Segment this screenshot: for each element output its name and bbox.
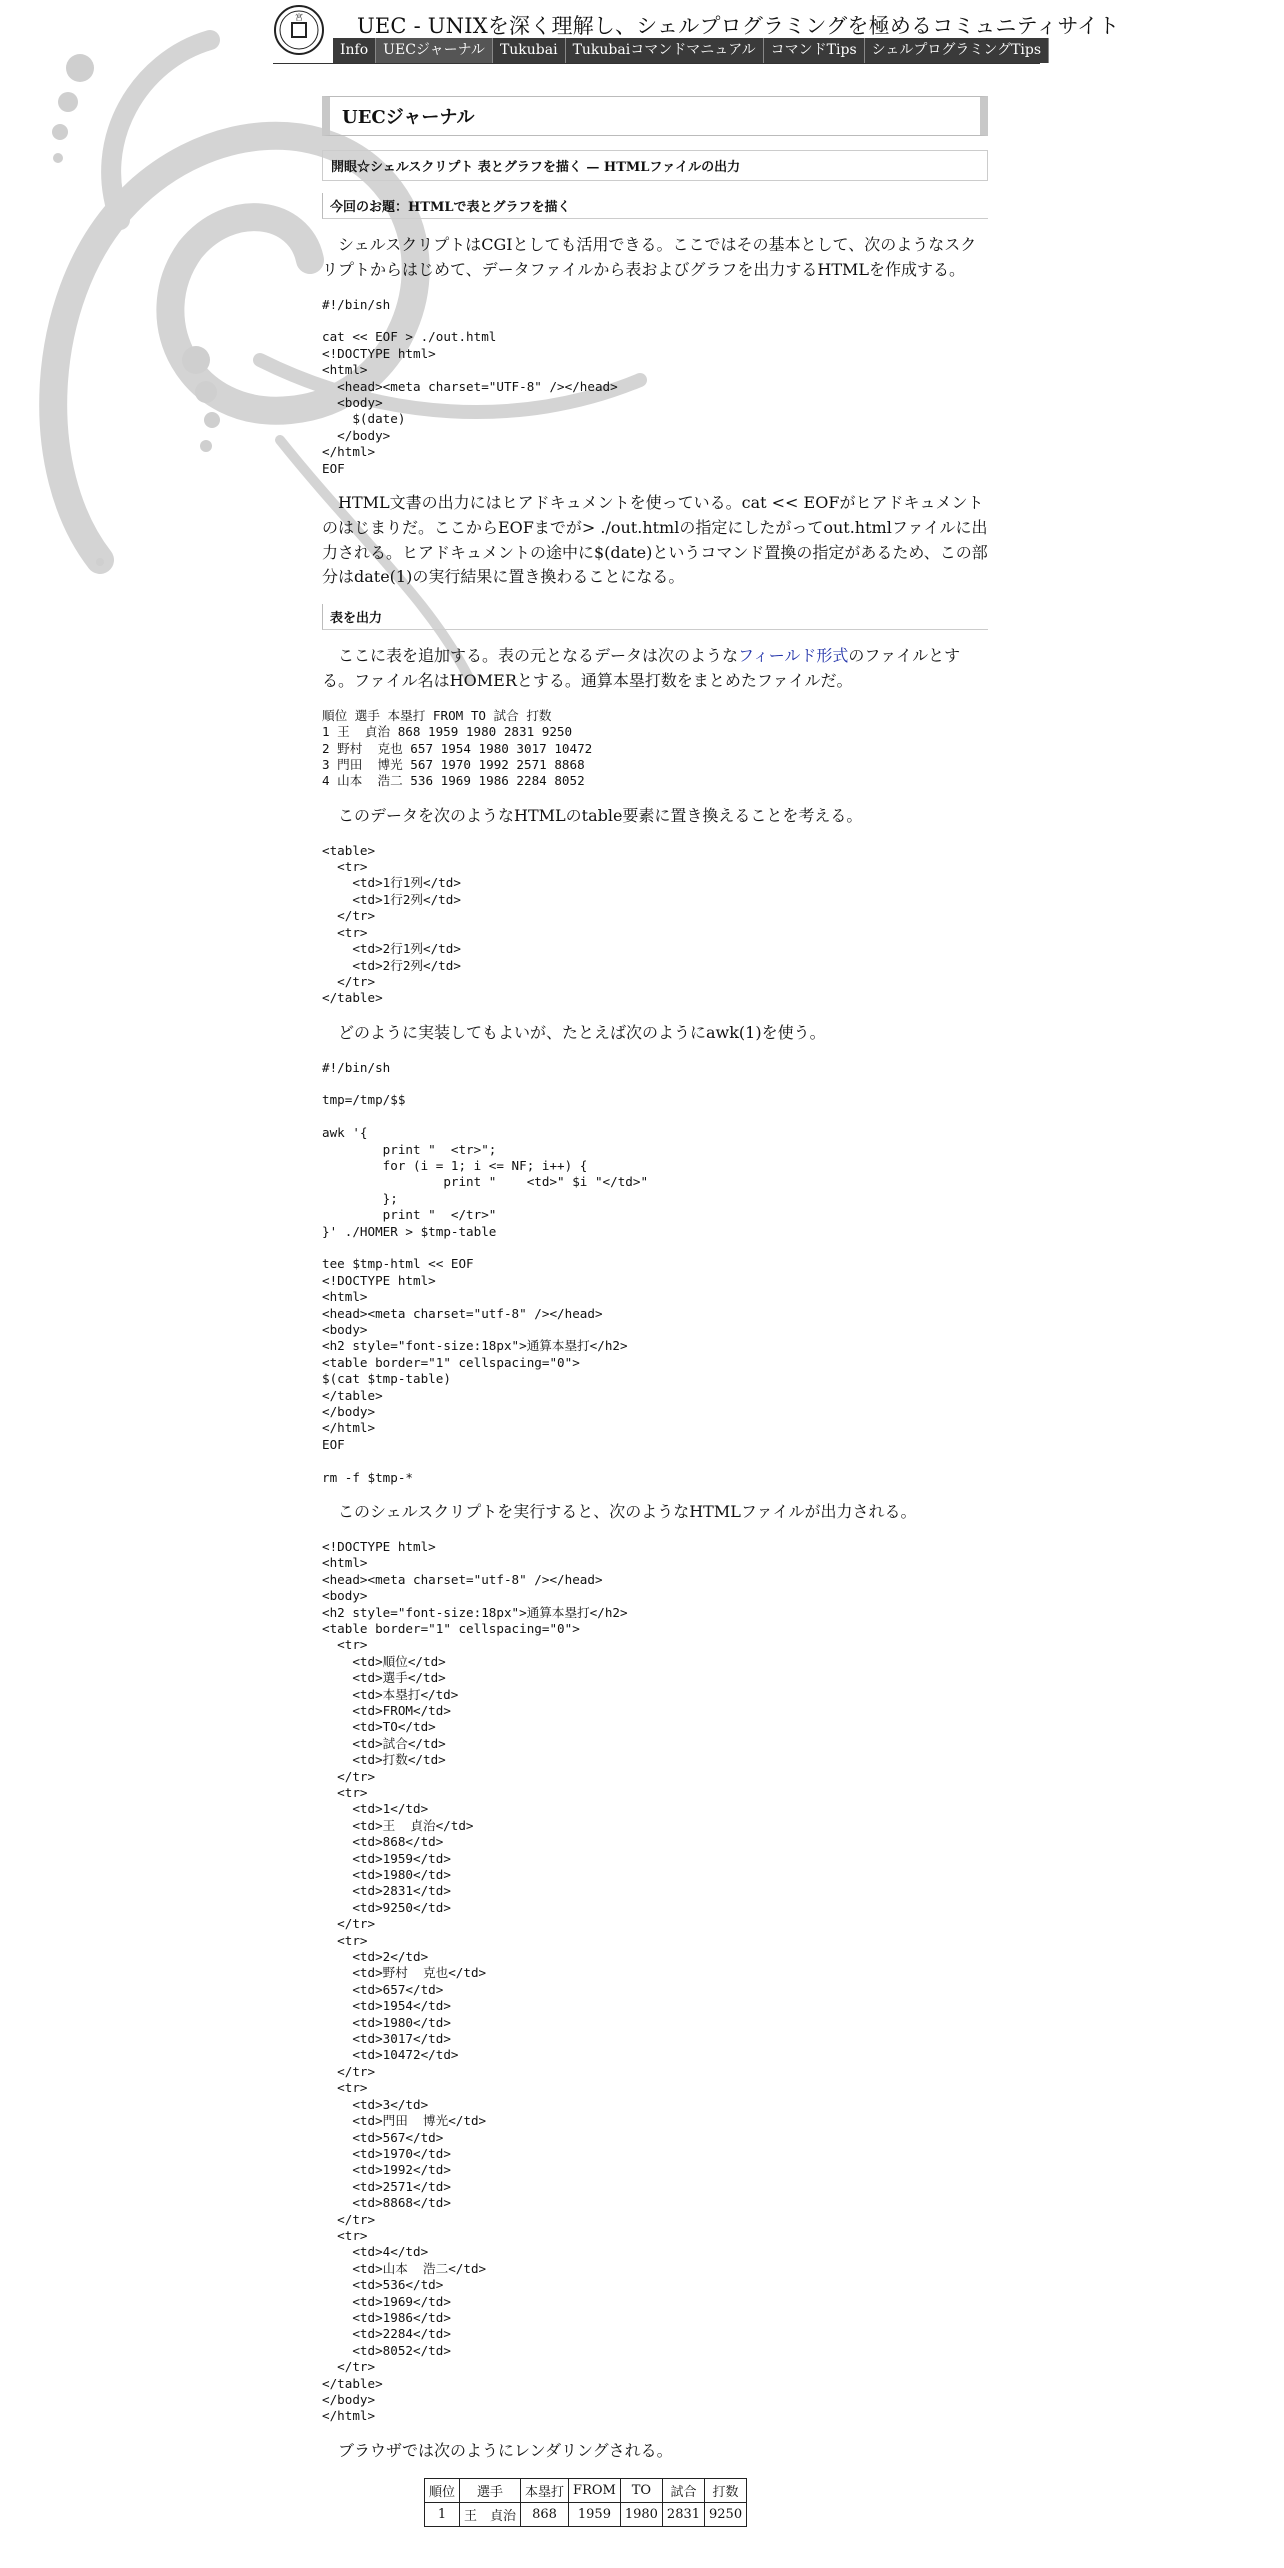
table-row bbox=[425, 2478, 747, 2502]
paragraph-output: このシェルスクリプトを実行すると、次のようなHTMLファイルが出力される。 bbox=[338, 1502, 917, 1522]
logo-glyph: 宮 bbox=[295, 13, 303, 22]
paragraph-text: のファイルとする。ファイル名はHOMERとする。通算本塁打数をまとめたファイルだ。 bbox=[322, 646, 961, 691]
table-cell: 試合 bbox=[662, 2478, 704, 2502]
rendered-table bbox=[424, 2478, 747, 2527]
article-title: 開眼☆シェルスクリプト 表とグラフを描く — HTMLファイルの出力 bbox=[322, 150, 988, 181]
table-cell: TO bbox=[620, 2478, 662, 2502]
paragraph-text: ここに表を追加する。表の元となるデータは次のような bbox=[338, 646, 739, 666]
table-cell: 王 貞治 bbox=[460, 2502, 521, 2526]
section-heading-topic: 今回のお題：HTMLで表とグラフを描く bbox=[322, 193, 988, 219]
nav-item-tukubai-manual[interactable]: Tukubaiコマンドマニュアル bbox=[566, 38, 764, 63]
table-cell: 868 bbox=[521, 2502, 569, 2526]
section-heading-table: 表を出力 bbox=[322, 604, 988, 630]
code-block-awk-script: #!/bin/sh tmp=/tmp/$$ awk '{ print " <tr>"; for (i = 1; i <= NF; i++) { print " <td>" $i "</td>" }; print " </tr>" }' ./HOMER > $tmp-table tee $tmp-html << EOF <!DOCTYPE html> <html> <head><meta charset="utf-8" /></head> <body> <h2 style="font-size:18px">通算本塁打</h2> <table border="1" cellspacing="0"> $(cat $tmp-table) </table> </body> </html> EOF rm -f $tmp-* bbox=[322, 1059, 649, 1485]
table-cell: 本塁打 bbox=[521, 2478, 569, 2502]
code-block-html-output: <!DOCTYPE html> <html> <head><meta charset="utf-8" /></head> <body> <h2 style="font-size:18px">通算本塁打</h2> <table border="1" cellspacing="0"> <tr> <td>順位</td> <td>選手</td> <td>本塁打</td> <td>FROM</td> <td>TO</td> <td>試合</td> <td>打数</td> </tr> <tr> <td>1</td> <td>王 貞治</td> <td>868</td> <td>1959</td> <td>1980</td> <td>2831</td> <td>9250</td> </tr> <tr> <td>2</td> <td>野村 克也</td> <td>657</td> <td>1954</td> <td>1980</td> <td>3017</td> <td>10472</td> </tr> <tr> <td>3</td> <td>門田 博光</td> <td>567</td> <td>1970</td> <td>1992</td> <td>2571</td> <td>8868</td> </tr> <tr> <td>4</td> <td>山本 浩二</td> <td>536</td> <td>1969</td> <td>1986</td> <td>2284</td> <td>8052</td> </tr> </table> </body> </html> bbox=[322, 1538, 628, 2424]
table-cell: 選手 bbox=[460, 2478, 521, 2502]
paragraph-awk: どのように実装してもよいが、たとえば次のようにawk(1)を使う。 bbox=[338, 1022, 826, 1042]
table-cell: 2831 bbox=[662, 2502, 704, 2526]
table-cell: 1 bbox=[425, 2502, 460, 2526]
code-block-homer-data: 順位 選手 本塁打 FROM TO 試合 打数 1 王 貞治 868 1959 1980 2831 9250 2 野村 克也 657 1954 1980 3017 10472 3 門田 博光 567 1970 1992 2571 8868 4 山本 浩二 536 1969 1986 2284 8052 bbox=[322, 707, 593, 789]
nav-item-shell-tips[interactable]: シェルプログラミングTips bbox=[865, 38, 1049, 63]
table-cell: 1980 bbox=[620, 2502, 662, 2526]
paragraph-intro: シェルスクリプトはCGIとしても活用できる。ここではその基本として、次のようなスクリプトからはじめて、データファイルから表およびグラフを出力するHTMLを作成する。 bbox=[322, 235, 977, 279]
site-logo[interactable] bbox=[273, 4, 325, 56]
field-format-link[interactable]: フィールド形式 bbox=[738, 646, 849, 666]
paragraph-rendered: ブラウザでは次のようにレンダリングされる。 bbox=[338, 2440, 673, 2460]
main-nav bbox=[333, 38, 1049, 63]
nav-item-uec-journal[interactable]: UECジャーナル bbox=[376, 38, 493, 63]
main-content bbox=[322, 96, 988, 2527]
table-row bbox=[425, 2502, 747, 2526]
table-cell: 9250 bbox=[705, 2502, 747, 2526]
nav-item-command-tips[interactable]: コマンドTips bbox=[764, 38, 865, 63]
paragraph-table-element: このデータを次のようなHTMLのtable要素に置き換えることを考える。 bbox=[338, 805, 863, 825]
code-block-heredoc: #!/bin/sh cat << EOF > ./out.html <!DOCTYPE html> <html> <head><meta charset="UTF-8" /></head> <body> $(date) </body> </html> EOF bbox=[322, 296, 618, 476]
nav-divider bbox=[273, 63, 1040, 64]
table-cell: 順位 bbox=[425, 2478, 460, 2502]
nav-item-tukubai[interactable]: Tukubai bbox=[493, 38, 566, 63]
table-cell: FROM bbox=[569, 2478, 621, 2502]
nav-item-info[interactable]: Info bbox=[333, 38, 376, 63]
table-cell: 1959 bbox=[569, 2502, 621, 2526]
table-cell: 打数 bbox=[705, 2478, 747, 2502]
code-block-table-template: <table> <tr> <td>1行1列</td> <td>1行2列</td> </tr> <tr> <td>2行1列</td> <td>2行2列</td> </tr> </table> bbox=[322, 842, 461, 1006]
page-heading: UECジャーナル bbox=[322, 96, 988, 136]
site-title: UEC - UNIXを深く理解し、シェルプログラミングを極めるコミュニティサイト bbox=[357, 14, 1120, 38]
paragraph-table-data bbox=[322, 644, 988, 694]
paragraph-heredoc-explain: HTML文書の出力にはヒアドキュメントを使っている。cat << EOFがヒアドキュメントのはじまりだ。ここからEOFまでが> ./out.htmlの指定にしたがってout.htmlファイルに出力される。ヒアドキュメントの途中に$(date)というコマンド置換の指定があるため、この部分はdate(1)の実行結果に置き換わることになる。 bbox=[322, 493, 988, 587]
